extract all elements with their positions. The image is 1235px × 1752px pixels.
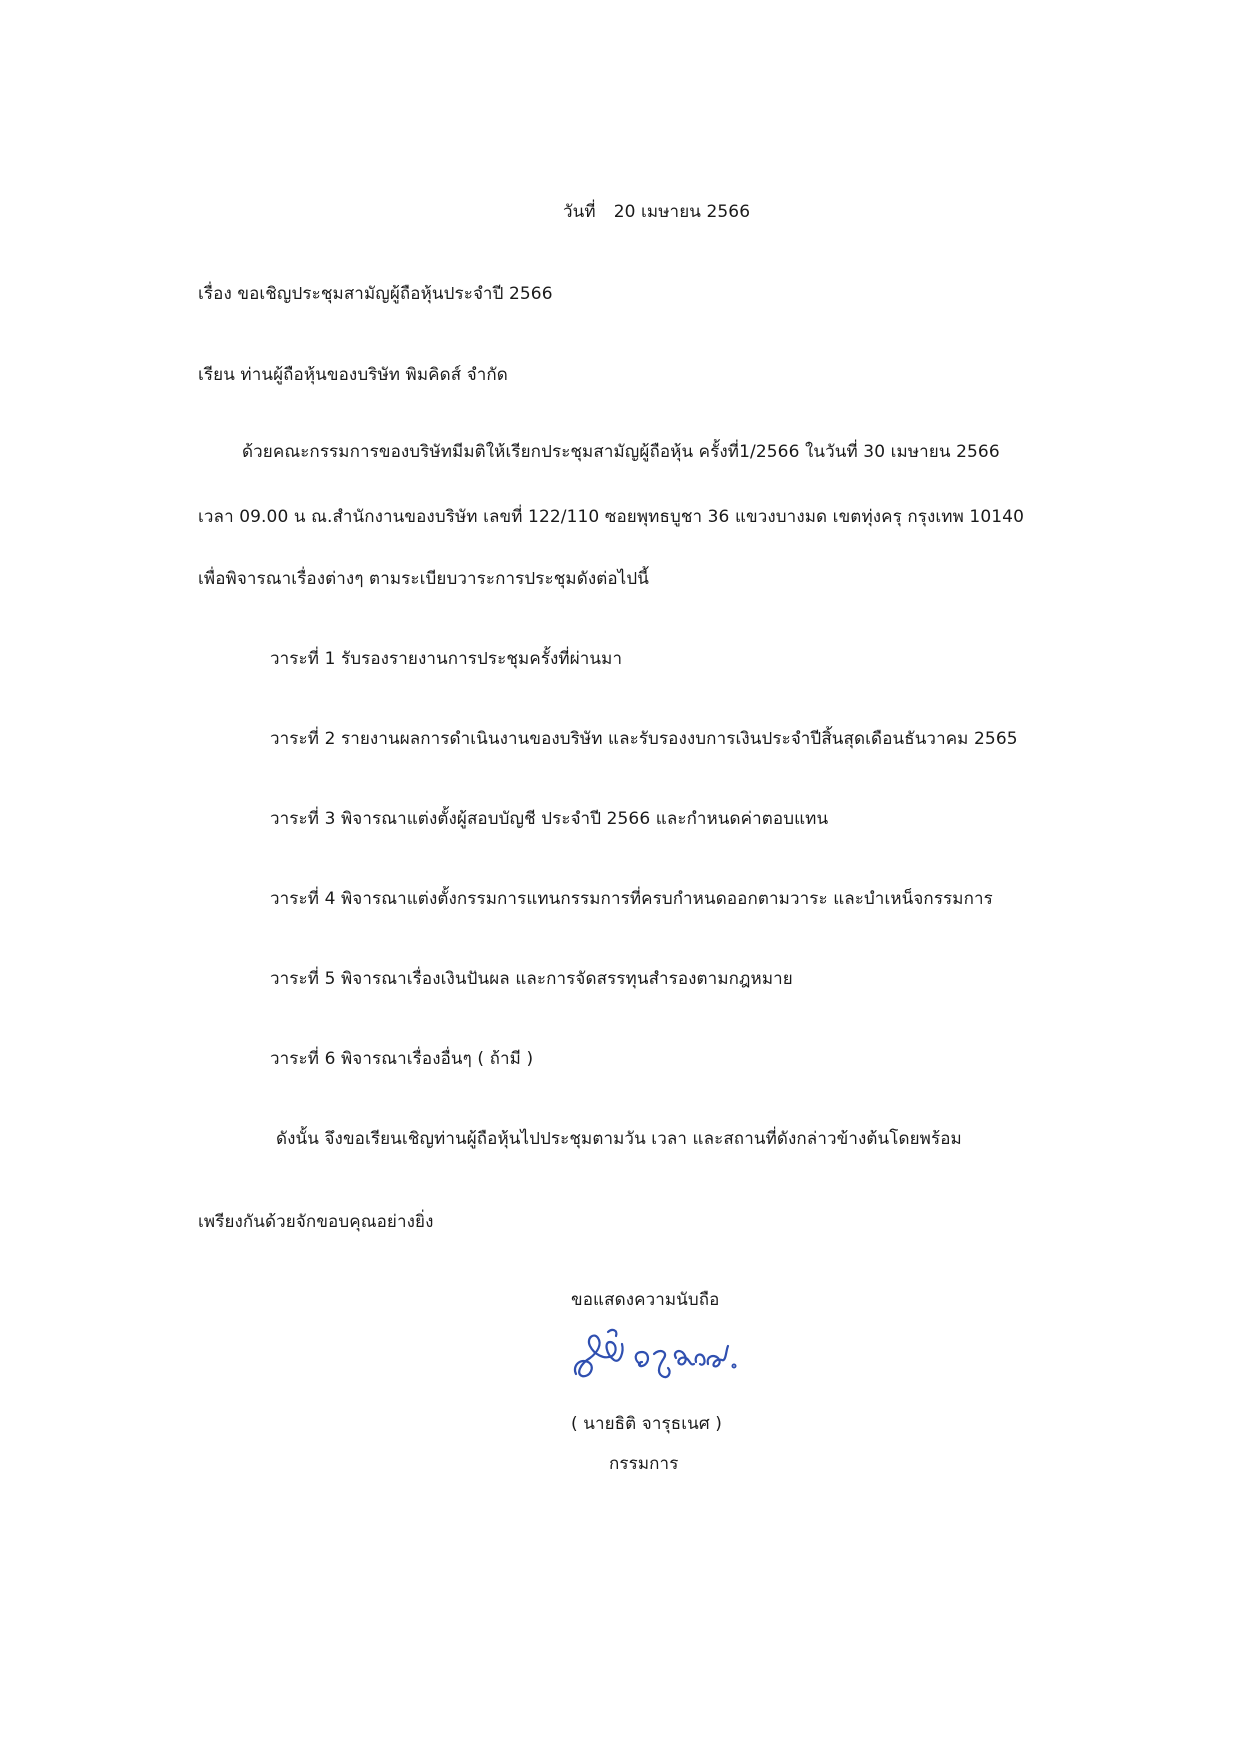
agenda-item-6: วาระที่ 6 พิจารณาเรื่องอื่นๆ ( ถ้ามี ) [270,1049,534,1069]
agenda-item-5: วาระที่ 5 พิจารณาเรื่องเงินปันผล และการจัดสรรทุนสำรองตามกฎหมาย [270,969,793,989]
agenda-item-4: วาระที่ 4 พิจารณาแต่งตั้งกรรมการแทนกรรมการที่ครบกำหนดออกตามวาระ และบำเหน็จกรรมการ [270,889,993,909]
letter-date [563,200,750,224]
signer-position: กรรมการ [609,1454,679,1474]
date-value: 20 เมษายน 2566 [613,202,751,222]
letter-recipient: เรียน ท่านผู้ถือหุ้นของบริษัท พิมคิดส์ จำกัด [198,365,508,385]
agenda-item-2: วาระที่ 2 รายงานผลการดำเนินงานของบริษัท และรับรองงบการเงินประจำปีสิ้นสุดเดือนธันวาคม 2565 [270,729,1018,749]
closing-line-2: เพรียงกันด้วยจักขอบคุณอย่างยิ่ง [198,1212,434,1232]
closing-regards: ขอแสดงความนับถือ [571,1290,720,1310]
agenda-item-3: วาระที่ 3 พิจารณาแต่งตั้งผู้สอบบัญชี ประจำปี 2566 และกำหนดค่าตอบแทน [270,809,829,829]
closing-line-1: ดังนั้น จึงขอเรียนเชิญท่านผู้ถือหุ้นไปประชุมตามวัน เวลา และสถานที่ดังกล่าวข้างต้นโดยพร้อม [276,1129,962,1149]
handwritten-signature [568,1322,768,1392]
signer-name: ( นายธิติ จารุธเนศ ) [571,1414,722,1434]
agenda-item-1: วาระที่ 1 รับรองรายงานการประชุมครั้งที่ผ่านมา [270,649,623,669]
body-paragraph-line-2: เวลา 09.00 น ณ.สำนักงานของบริษัท เลขที่ 122/110 ซอยพุทธบูชา 36 แขวงบางมด เขตทุ่งครุ กรุงเทพ 10140 [198,507,1024,527]
date-label: วันที่ [563,202,596,222]
body-paragraph-line-3: เพื่อพิจารณาเรื่องต่างๆ ตามระเบียบวาระการประชุมดังต่อไปนี้ [198,569,649,589]
letter-subject: เรื่อง ขอเชิญประชุมสามัญผู้ถือหุ้นประจำปี 2566 [198,284,553,304]
body-paragraph-line-1: ด้วยคณะกรรมการของบริษัทมีมติให้เรียกประชุมสามัญผู้ถือหุ้น ครั้งที่1/2566 ในวันที่ 30 เมษายน 2566 [242,442,1000,462]
